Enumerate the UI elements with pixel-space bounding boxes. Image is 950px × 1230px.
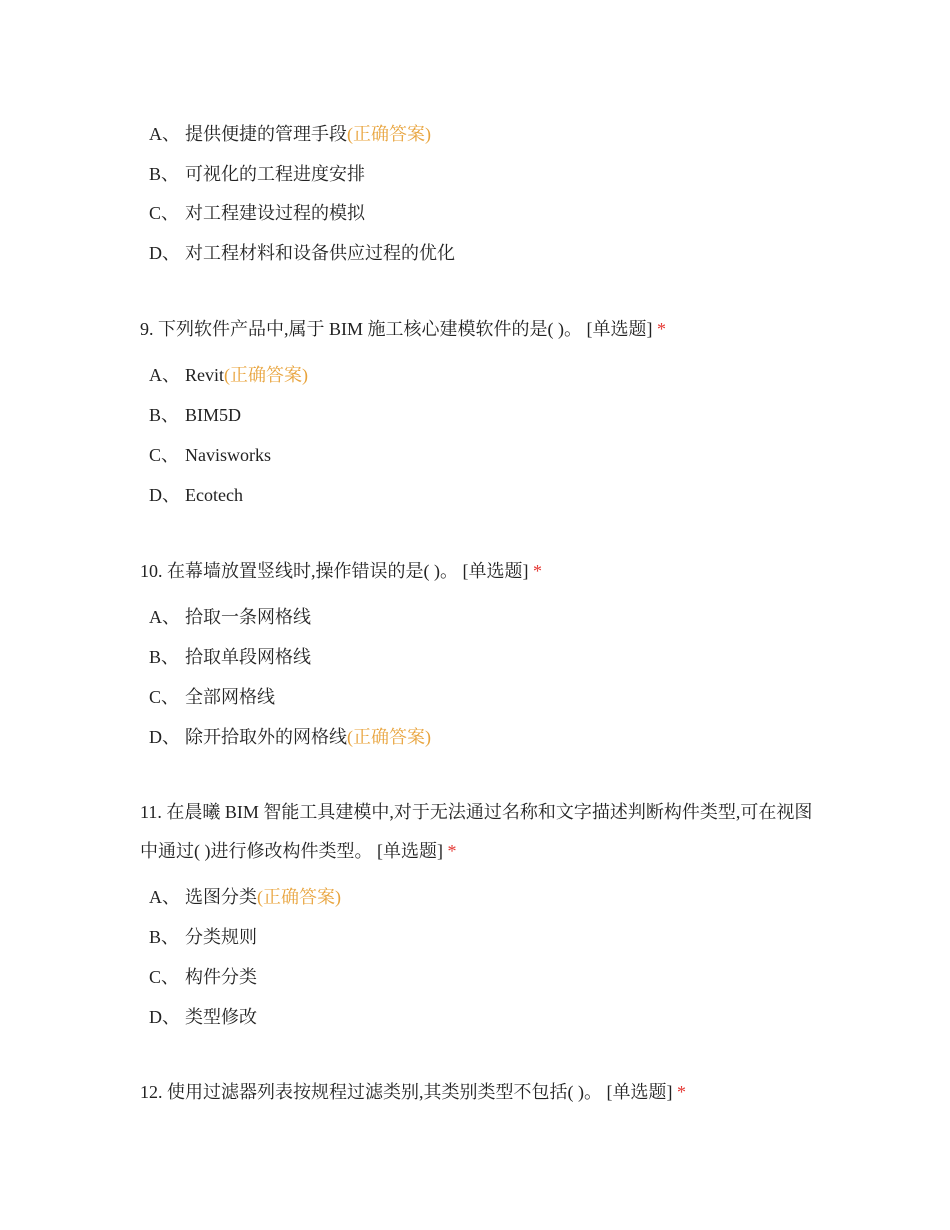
option-letter: C、 (149, 445, 180, 465)
option-text: 构件分类 (185, 967, 257, 987)
option-letter: B、 (149, 164, 180, 184)
option-text: 对工程建设过程的模拟 (185, 203, 365, 223)
option-letter: D、 (149, 243, 180, 263)
option-letter: B、 (149, 405, 180, 425)
q8-option-a (149, 122, 431, 146)
required-mark: * (656, 319, 666, 339)
correct-answer-label: (正确答案) (257, 887, 341, 907)
option-text: 选图分类 (185, 887, 257, 907)
required-mark: * (532, 561, 542, 581)
option-letter: A、 (149, 365, 180, 385)
option-letter: B、 (149, 927, 180, 947)
q11-option-c (149, 965, 257, 989)
option-letter: C、 (149, 203, 180, 223)
question-11 (140, 793, 820, 871)
option-letter: A、 (149, 607, 180, 627)
q11-option-a (149, 885, 341, 909)
option-letter: B、 (149, 647, 180, 667)
q10-option-d (149, 725, 431, 749)
required-mark: * (676, 1082, 686, 1102)
q8-option-b (149, 162, 365, 186)
option-letter: D、 (149, 727, 180, 747)
option-text: 提供便捷的管理手段 (185, 124, 347, 144)
q8-option-c (149, 201, 365, 225)
question-12 (140, 1073, 820, 1112)
option-text: 拾取单段网格线 (185, 647, 311, 667)
option-letter: C、 (149, 687, 180, 707)
question-10 (140, 552, 820, 591)
question-text: 9. 下列软件产品中,属于 BIM 施工核心建模软件的是( )。 [单选题] (140, 319, 653, 339)
option-text: Navisworks (185, 445, 271, 465)
option-text: 拾取一条网格线 (185, 607, 311, 627)
question-text: 10. 在幕墙放置竖线时,操作错误的是( )。 [单选题] (140, 561, 529, 581)
option-text: Ecotech (185, 485, 243, 505)
option-letter: A、 (149, 887, 180, 907)
option-letter: D、 (149, 485, 180, 505)
q10-option-a (149, 605, 311, 629)
option-text: BIM5D (185, 405, 242, 425)
correct-answer-label: (正确答案) (224, 365, 308, 385)
option-letter: D、 (149, 1007, 180, 1027)
q11-option-b (149, 925, 257, 949)
correct-answer-label: (正确答案) (347, 124, 431, 144)
q10-option-b (149, 645, 311, 669)
correct-answer-label: (正确答案) (347, 727, 431, 747)
option-text: 分类规则 (185, 927, 257, 947)
question-text: 12. 使用过滤器列表按规程过滤类别,其类别类型不包括( )。 [单选题] (140, 1082, 673, 1102)
q9-option-c (149, 443, 271, 467)
q11-option-d (149, 1005, 257, 1029)
option-text: 除开拾取外的网格线 (185, 727, 347, 747)
option-letter: A、 (149, 124, 180, 144)
q9-option-a (149, 363, 308, 387)
question-text: 11. 在晨曦 BIM 智能工具建模中,对于无法通过名称和文字描述判断构件类型,可在视图中通过( )进行修改构件类型。 [单选题] (140, 802, 813, 861)
option-text: 对工程材料和设备供应过程的优化 (185, 243, 455, 263)
option-text: Revit (185, 365, 224, 385)
q9-option-b (149, 403, 241, 427)
option-text: 全部网格线 (185, 687, 275, 707)
required-mark: * (447, 841, 457, 861)
option-letter: C、 (149, 967, 180, 987)
question-9 (140, 310, 820, 349)
option-text: 可视化的工程进度安排 (185, 164, 365, 184)
q9-option-d (149, 483, 243, 507)
q10-option-c (149, 685, 275, 709)
q8-option-d (149, 241, 455, 265)
option-text: 类型修改 (185, 1007, 257, 1027)
